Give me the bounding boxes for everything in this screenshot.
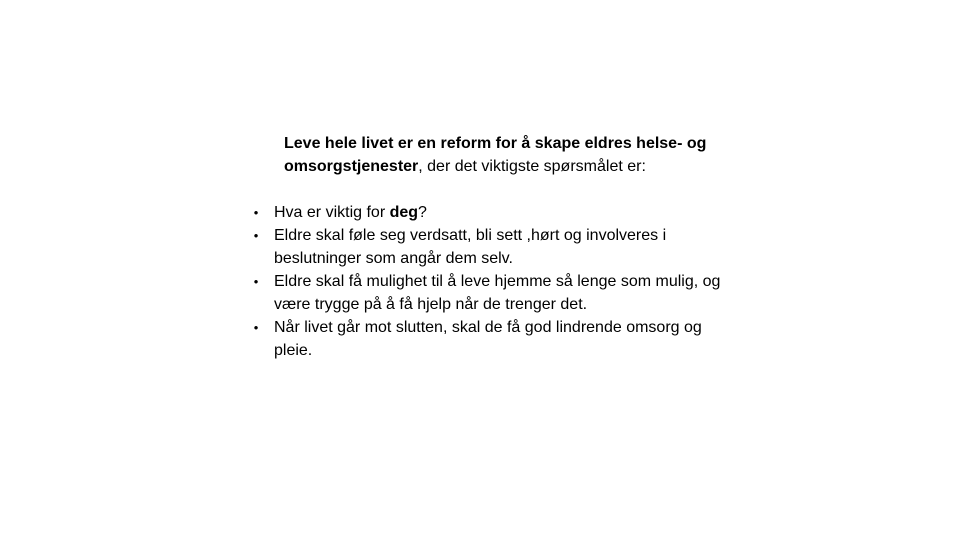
- bullet-icon: •: [253, 274, 259, 289]
- bullet-bold-text: deg: [389, 204, 419, 221]
- bullet-text: Eldre skal få mulighet til å leve hjemme så lenge som mulig, og være trygge på å få hjelp når de trenger det.: [274, 273, 721, 313]
- list-item: [248, 270, 728, 316]
- bullet-text-after: ?: [418, 204, 427, 221]
- intro-bold-text: Leve hele livet er en reform for å skape eldres helse- og omsorgstjenester: [284, 135, 707, 175]
- list-item: [248, 224, 728, 270]
- bullet-list: [248, 201, 728, 362]
- bullet-text: Eldre skal føle seg verdsatt, bli sett ,hørt og involveres i beslutninger som angår dem selv.: [274, 227, 667, 267]
- intro-rest-text: , der det viktigste spørsmålet er:: [418, 158, 646, 175]
- intro-paragraph: [284, 132, 724, 178]
- list-item: [248, 316, 728, 362]
- bullet-icon: •: [253, 205, 259, 220]
- bullet-icon: •: [253, 320, 259, 335]
- list-item: [248, 201, 728, 224]
- bullet-text-before: Hva er viktig for: [274, 204, 390, 221]
- bullet-icon: •: [253, 228, 259, 243]
- bullet-text: Når livet går mot slutten, skal de få god lindrende omsorg og pleie.: [274, 319, 702, 359]
